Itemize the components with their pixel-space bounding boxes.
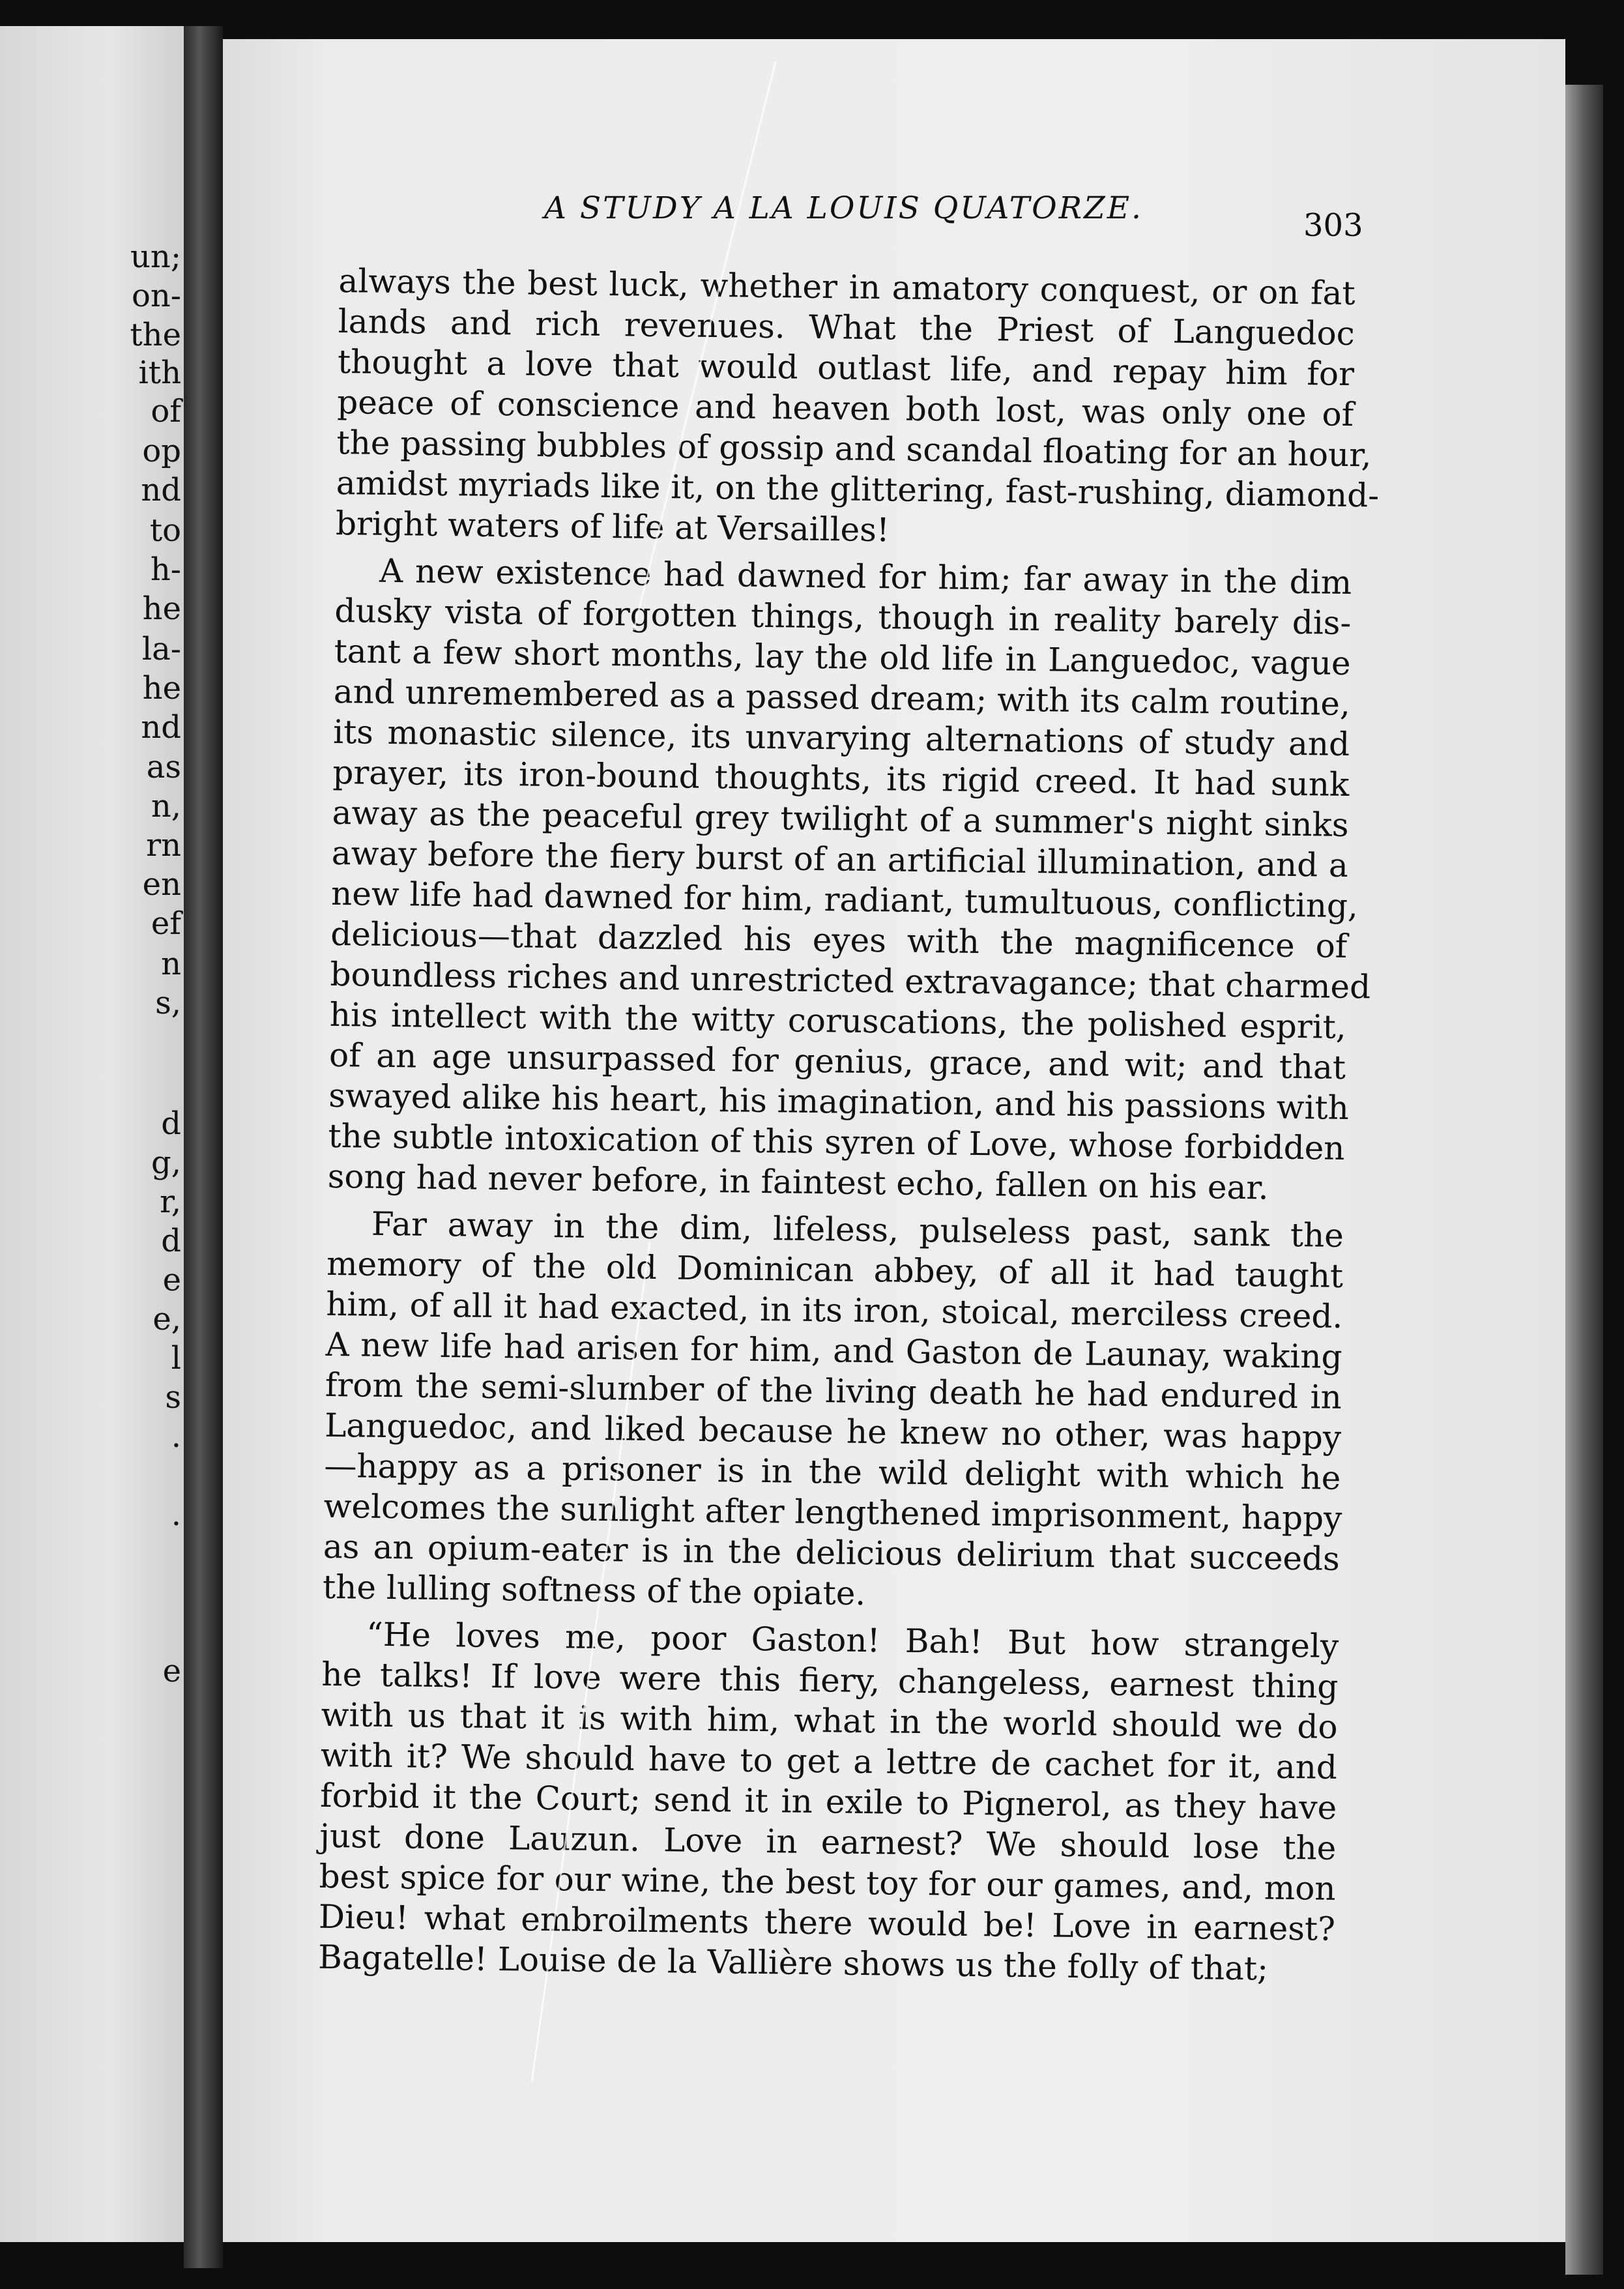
previous-page-text-fragment: n, — [151, 788, 181, 824]
previous-page-text-fragment: on- — [131, 278, 181, 314]
text-line: of an age unsurpassed for genius, grace, and wit; and that — [328, 1036, 1346, 1086]
text-line: Bagatelle! Louise de la Vallière shows us the folly of that; — [317, 1938, 1269, 1988]
text-line: tant a few short months, lay the old life in Languedoc, vague — [334, 632, 1351, 683]
text-line: lands and rich revenues. What the Priest of Languedoc — [338, 302, 1356, 353]
previous-page-text-fragment: e — [162, 1262, 181, 1298]
previous-page-text-fragment: ith — [138, 355, 181, 391]
body-text — [317, 261, 1380, 1990]
text-line: dusky vista of forgotten things, though in reality barely dis- — [334, 591, 1352, 643]
text-line: amidst myriads like it, on the glittering, fast-rushing, diamond- — [336, 463, 1380, 515]
text-line: the subtle intoxication of this syren of Love, whose forbidden — [328, 1116, 1345, 1167]
text-line: the lulling softness of the opiate. — [322, 1567, 866, 1613]
text-line: and unremembered as a passed dream; with its calm routine, — [333, 672, 1351, 723]
previous-page-text-fragment: nd — [141, 472, 181, 508]
text-line: away before the fiery burst of an artificial illumination, and a — [331, 834, 1349, 884]
text-line: new life had dawned for him, radiant, tumultuous, conflicting, — [330, 874, 1359, 926]
text-line: bright waters of life at Versailles! — [335, 504, 890, 549]
previous-page-text-fragment: . — [171, 1496, 181, 1533]
text-line: Far away in the dim, lifeless, pulseless past, sank the — [371, 1204, 1344, 1255]
text-line: prayer, its iron-bound thoughts, its rigid creed. It had sunk — [332, 753, 1350, 804]
text-line: always the best luck, whether in amatory conquest, or on fat — [338, 261, 1356, 313]
previous-page-text-fragment: l — [171, 1340, 181, 1377]
text-line: with it? We should have to get a lettre de cachet for it, and — [320, 1736, 1338, 1786]
previous-page-text-fragment: ef — [151, 905, 181, 942]
running-head: A STUDY A LA LOUIS QUATORZE. — [544, 190, 1143, 226]
previous-page-text-fragment: g, — [151, 1144, 181, 1181]
text-line: with us that it is with him, what in the world should we do — [321, 1695, 1338, 1746]
previous-page-text-fragment: rn — [146, 827, 181, 864]
previous-page-text-fragment: d — [161, 1223, 181, 1259]
previous-page-text-fragment: n — [161, 946, 181, 982]
previous-page-text-fragment: to — [149, 512, 181, 549]
text-line: the passing bubbles of gossip and scandal floating for an hour, — [336, 423, 1372, 474]
previous-page-text-fragment: . — [171, 1418, 181, 1455]
previous-page-text-fragment: the — [130, 317, 181, 353]
text-line: Dieu! what embroilments there would be! Love in earnest? — [318, 1897, 1336, 1948]
previous-page-text-fragment: op — [142, 433, 181, 469]
text-line: delicious—that dazzled his eyes with the magnificence of — [330, 914, 1348, 965]
text-line: from the semi-slumber of the living death he had endured in — [325, 1365, 1342, 1416]
text-line: away as the peaceful grey twilight of a summer's night sinks — [332, 793, 1349, 844]
text-line: A new existence had dawned for him; far away in the dim — [379, 551, 1352, 602]
text-line: boundless riches and unrestricted extravagance; that charmed — [330, 955, 1371, 1006]
previous-page-text-fragment: d — [161, 1105, 181, 1142]
text-line: song had never before, in faintest echo, fallen on his ear. — [327, 1157, 1269, 1207]
previous-page-text-fragment: en — [142, 866, 181, 903]
previous-page-text-fragment: h- — [150, 551, 181, 588]
text-line: best spice for our wine, the best toy for our games, and, mon — [319, 1857, 1336, 1908]
previous-page-text-fragment: s, — [155, 985, 181, 1021]
text-line: thought a love that would outlast life, and repay him for — [337, 342, 1355, 394]
text-line: as an opium-eater is in the delicious delirium that succeeds — [323, 1527, 1341, 1578]
previous-page-text-fragment: s — [165, 1379, 181, 1416]
text-line: memory of the old Dominican abbey, of all it had taught — [326, 1244, 1344, 1295]
previous-page-text-fragment: he — [142, 670, 181, 707]
previous-page-text-fragment: as — [146, 749, 181, 785]
text-line: welcomes the sunlight after lengthened imprisonment, happy — [323, 1487, 1342, 1538]
text-line: swayed alike his heart, his imagination, and his passions with — [328, 1076, 1350, 1128]
book-gutter — [184, 26, 223, 2268]
page-edge-shadow — [1565, 85, 1603, 2275]
text-line: him, of all it had exacted, in its iron, stoical, merciless creed. — [326, 1285, 1343, 1335]
previous-page-text-fragment: e — [162, 1653, 181, 1689]
text-line: peace of conscience and heaven both lost, was only one of — [336, 383, 1354, 434]
previous-page-text-fragment: la- — [141, 631, 181, 667]
text-line: “He loves me, poor Gaston! Bah! But how strangely — [366, 1615, 1339, 1665]
text-line: its monastic silence, its unvarying alternations of study and — [332, 712, 1350, 764]
text-line: just done Lauzun. Love in earnest? We should lose the — [319, 1816, 1337, 1867]
text-line: Languedoc, and liked because he knew no other, was happy — [324, 1406, 1342, 1457]
previous-page-edge — [0, 26, 184, 2242]
text-line: his intellect with the witty coruscations, the polished esprit, — [329, 995, 1347, 1046]
previous-page-text-fragment: r, — [160, 1184, 181, 1220]
previous-page-text-fragment: nd — [141, 709, 181, 746]
page-number: 303 — [1303, 207, 1363, 244]
text-line: he talks! If love were this fiery, changeless, earnest thing — [321, 1655, 1339, 1706]
previous-page-text-fragment: of — [151, 393, 181, 430]
text-line: forbid it the Court; send it in exile to Pignerol, as they have — [319, 1776, 1337, 1827]
previous-page-text-fragment: un; — [130, 239, 181, 275]
previous-page-text-fragment: he — [142, 590, 181, 627]
text-line: —happy as a prisoner is in the wild delight with which he — [324, 1446, 1341, 1497]
text-line: A new life had arisen for him, and Gaston de Launay, waking — [325, 1325, 1342, 1376]
previous-page-text-fragment: e, — [152, 1301, 181, 1337]
